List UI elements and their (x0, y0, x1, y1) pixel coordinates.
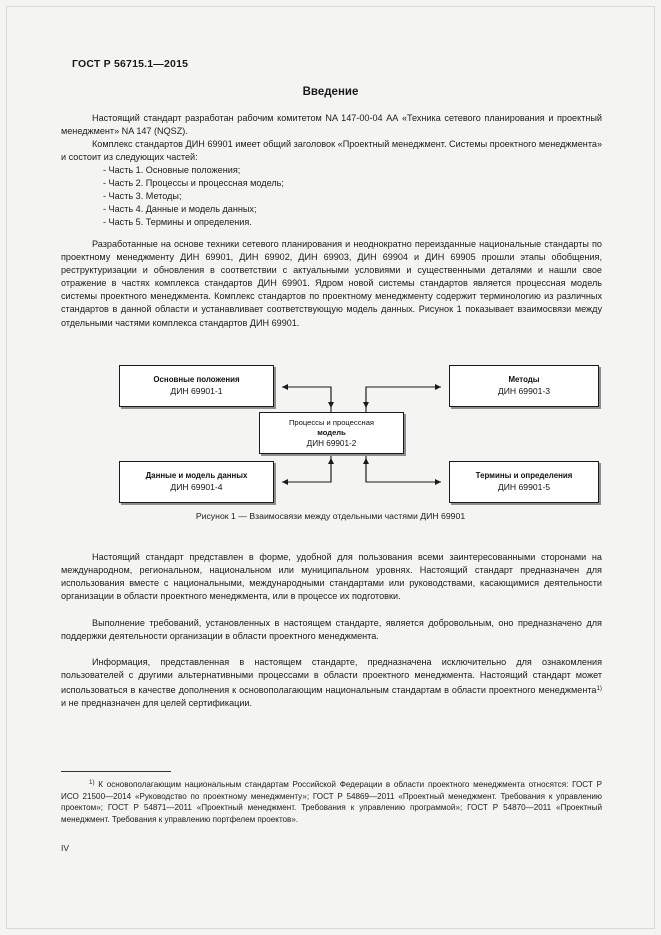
page-title: Введение (302, 86, 359, 98)
paragraph-block-4 (61, 551, 602, 603)
figure-box-code: ДИН 69901-5 (497, 481, 551, 492)
figure-box-title: Данные и модель данных (145, 471, 248, 481)
figure-box-terms (449, 461, 599, 503)
figure-box-title: Методы (508, 375, 540, 385)
figure-box-methods (449, 365, 599, 407)
paragraph-information-text-b: и не предназначен для целей сертификации. (61, 698, 253, 709)
paragraph-information-text-a: Информация, представленная в настоящем стандарте, предназначена исключительно для ознакомления пользователей с другими альтернативными процессами в области проектного менеджмента. Настоящий стандарт может использоваться в качестве дополнения к основополагающим национальным стандартам в области проектного менеджмента (61, 657, 602, 696)
paragraph-standard-family: Комплекс стандартов ДИН 69901 имеет общий заголовок «Проектный менеджмент. Системы проектного менеджмента» и состоит из следующих частей: (61, 139, 602, 163)
figure-box-title: Термины и определения (475, 471, 573, 481)
list-item: - Часть 3. Методы; (103, 191, 182, 202)
list-item: - Часть 5. Термины и определения. (103, 217, 252, 228)
figure-box-code: ДИН 69901-2 (306, 438, 357, 448)
paragraph-block-6 (61, 656, 602, 710)
list-item: - Часть 2. Процессы и процессная модель; (103, 178, 284, 189)
paragraph-block-2 (61, 138, 602, 164)
list-item: - Часть 1. Основные положения; (103, 165, 241, 175)
figure-1-diagram (61, 363, 602, 513)
figure-box-code: ДИН 69901-3 (497, 385, 551, 396)
figure-box-title: Основные положения (153, 375, 240, 385)
figure-box-data-model (119, 461, 274, 503)
list-item: - Часть 4. Данные и модель данных; (103, 204, 257, 215)
paragraph-committee: Настоящий стандарт разработан рабочим комитетом NA 147-00-04 АА «Техника сетевого планирования и проектный менеджмент» NA 147 (NQSZ). (61, 113, 602, 137)
paragraph-information (61, 656, 602, 710)
paragraph-usage: Настоящий стандарт представлен в форме, удобной для пользования всеми заинтересованными сторонами на международном, региональном, национальном или муниципальном уровнях. Настоящий стандарт предназначен для использования вместе с национальными, международными стандартами или руководствами, касающимися деятельности организации в области проектного менеджмента, или в процессе их подготовки. (61, 552, 602, 602)
figure-box-title-line2: модель (317, 427, 346, 437)
parts-list (61, 164, 602, 229)
paragraph-voluntary: Выполнение требований, установленных в настоящем стандарте, является добровольным, оно предназначено для поддержки деятельности организации в области проектного менеджмента. (61, 618, 602, 642)
figure-box-processes (259, 412, 404, 454)
footnote-marker: 1) (89, 779, 95, 786)
footnote-text (61, 777, 602, 825)
footnote-separator (61, 771, 171, 772)
paragraph-block-3 (61, 238, 602, 330)
parts-list-block (61, 164, 602, 229)
standard-number-header: ГОСТ Р 56715.1—2015 (72, 58, 189, 70)
figure-box-title-line1: Процессы и процессная (288, 417, 375, 427)
figure-box-code: ДИН 69901-1 (170, 385, 223, 396)
figure-box-code: ДИН 69901-4 (170, 481, 223, 492)
paragraph-block-1 (61, 112, 602, 138)
footnote-reference: 1) (596, 685, 602, 693)
figure-caption: Рисунок 1 — Взаимосвязи между отдельными частями ДИН 69901 (195, 511, 466, 521)
page-number: IV (61, 843, 70, 853)
paragraph-history: Разработанные на основе техники сетевого планирования и неоднократно переизданные национальные стандарты по проектному менеджменту ДИН 69901, ДИН 69902, ДИН 69903, ДИН 69904 и ДИН 69905 прошли этапы обобщения, реструктуризации и обновления в соответствии с актуальными условиями и существенными деталями и нашли свое отражение в частях комплекса стандартов ДИН 69901. Ядром новой системы стандартов является процессная модель системы проектного менеджмента. Комплекс стандартов по проектному менеджменту содержит терминологию из различных стандартов в данной области и устанавливает соответствующую модель данных. Рисунок 1 показывает взаимосвязи между отдельными частями комплекса стандартов ДИН 69901. (61, 239, 602, 328)
footnote-body: К основополагающим национальным стандартам Российской Федерации в области проектного менеджмента относятся: ГОСТ Р ИСО 21500—2014 «Руководство по проектному менеджменту»; ГОСТ Р 54869—2011 «Проектный менеджмент. Требования к управлению проектом»; ГОСТ Р 54871—2011 «Проектный менеджмент. Требования к управлению программой»; ГОСТ Р 54870—2011 «Проектный менеджмент. Требования к управлению портфелем проектов». (61, 780, 602, 824)
paragraph-block-5 (61, 617, 602, 643)
figure-box-basics (119, 365, 274, 407)
